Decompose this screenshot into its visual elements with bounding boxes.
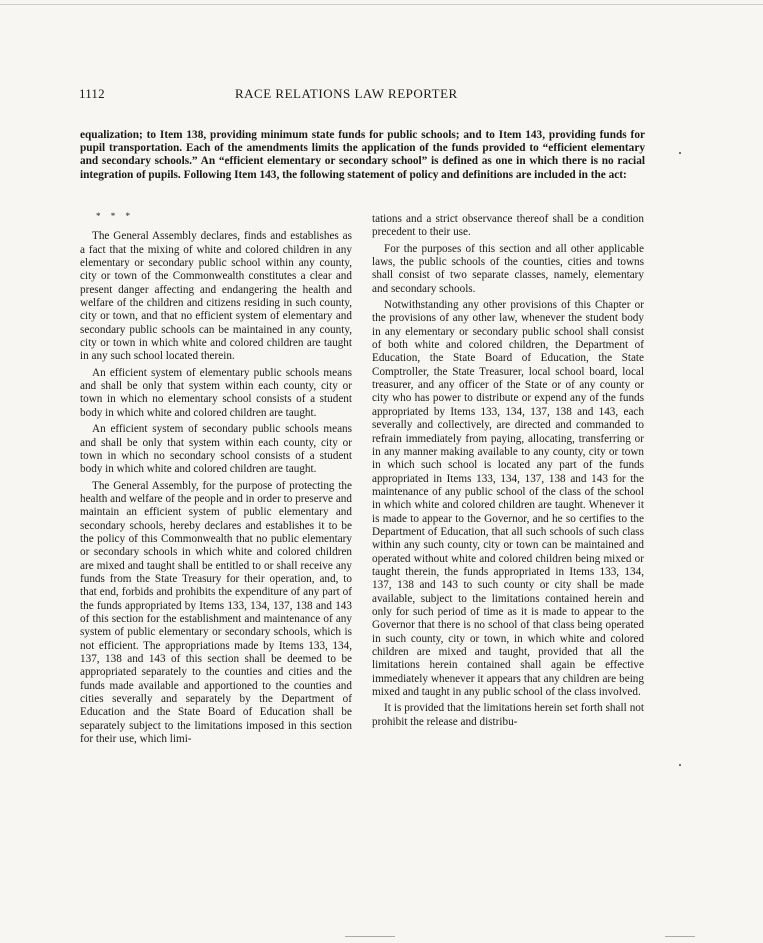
body-paragraph-continued: tations and a strict observance thereof shall be a condition precedent to their use.: [372, 213, 644, 239]
running-title: RACE RELATIONS LAW REPORTER: [235, 86, 458, 101]
intro-paragraph: equalization; to Item 138, providing minimum state funds for public schools; and to Item 143, providing funds for pupil transportation. Each of the amendments limits the application of the funds provided to “efficient elementary and secondary schools.” An “efficient elementary or secondary school” is defined as one in which there is no racial integration of pupils. Following Item 143, the following statement of policy and definitions are included in the act:: [80, 129, 645, 181]
section-break: * * *: [96, 211, 134, 221]
scan-speck: [679, 764, 681, 766]
body-paragraph: An efficient system of elementary public schools means and shall be only that system within each county, city or town in which no elementary school consists of a student body in which white and colored children are taught.: [80, 366, 352, 419]
body-paragraph: Notwithstanding any other provisions of this Chapter or the provisions of any other law, whenever the student body in any elementary or secondary public school shall consist of both white and colored children, the Department of Education, the State Board of Education, the State Comptroller, the State Treasurer, local school board, local treasurer, and any officer of the State or of any county or city who has power to distribute or expend any of the funds appropriated by Items 133, 134, 137, 138 and 143, each severally and collectively, are directed and commanded to refrain immediately from paying, allocating, transferring or in any manner making available to any county, city or town in which such school is located any part of the funds appropriated in Items 133, 134, 137, 138 and 143 for the maintenance of any public school of the class of the school in which white and colored children are taught. Whenever it is made to appear to the Governor, and he so certifies to the Department of Education, that all such schools of such class within any such county, city or town can be maintained and operated without white and colored children being mixed or taught therein, the funds appropriated in Items 133, 134, 137, 138 and 143 to such county or city shall be made available, subject to the limitations contained herein and only for such period of time as it is made to appear to the Governor that there is no school of that class being operated in such county, city or town, in which white and colored children are mixed and taught, provided that all the limitations herein contained shall again be effective immediately whenever it appears that any children are being mixed and taught in any public school of the class involved.: [372, 299, 644, 699]
body-paragraph: It is provided that the limitations herein set forth shall not prohibit the release and distribu-: [372, 702, 644, 728]
body-paragraph: An efficient system of secondary public schools means and shall be only that system within each county, city or town in which no secondary school consists of a student body in which white and colored children are taught.: [80, 423, 352, 476]
scan-edge-top: [0, 4, 763, 5]
body-paragraph: The General Assembly declares, finds and establishes as a fact that the mixing of white and colored children in any elementary or secondary public school within any county, city or town of the Commonwealth constitutes a clear and present danger affecting and endangering the health and welfare of the children and citizens residing in such county, city or town, and that no efficient system of elementary and secondary public schools can be maintained in any county, city or town in which white and colored children are taught in any such school located therein.: [80, 230, 352, 363]
scan-edge-bottom: [345, 936, 395, 937]
body-paragraph: For the purposes of this section and all other applicable laws, the public schools of the counties, cities and towns shall consist of two separate classes, namely, elementary and secondary schools.: [372, 242, 644, 295]
scan-speck: [679, 152, 681, 154]
left-column: [80, 210, 352, 746]
body-paragraph: The General Assembly, for the purpose of protecting the health and welfare of the people and in order to preserve and maintain an efficient system of public elementary and secondary schools, hereby declares and establishes it to be the policy of this Commonwealth that no public elementary or secondary schools in which white and colored children are mixed and taught shall be entitled to or shall receive any funds from the State Treasury for their operation, and, to that end, forbids and prohibits the expenditure of any part of the funds appropriated by Items 133, 134, 137, 138 and 143 of this section for the establishment and maintenance of any system of public elementary or secondary schools, which is not efficient. The appropriations made by Items 133, 134, 137, 138 and 143 of this section shall be deemed to be appropriated separately to the counties and cities and the funds made available and apportioned to the counties and cities severally and separately by the Department of Education and the State Board of Education shall be separately subject to the limitations imposed in this section for their use, which limi-: [80, 479, 352, 746]
page-number: 1112: [79, 86, 105, 101]
right-column: [372, 213, 644, 729]
scan-edge-bottom: [665, 936, 695, 937]
